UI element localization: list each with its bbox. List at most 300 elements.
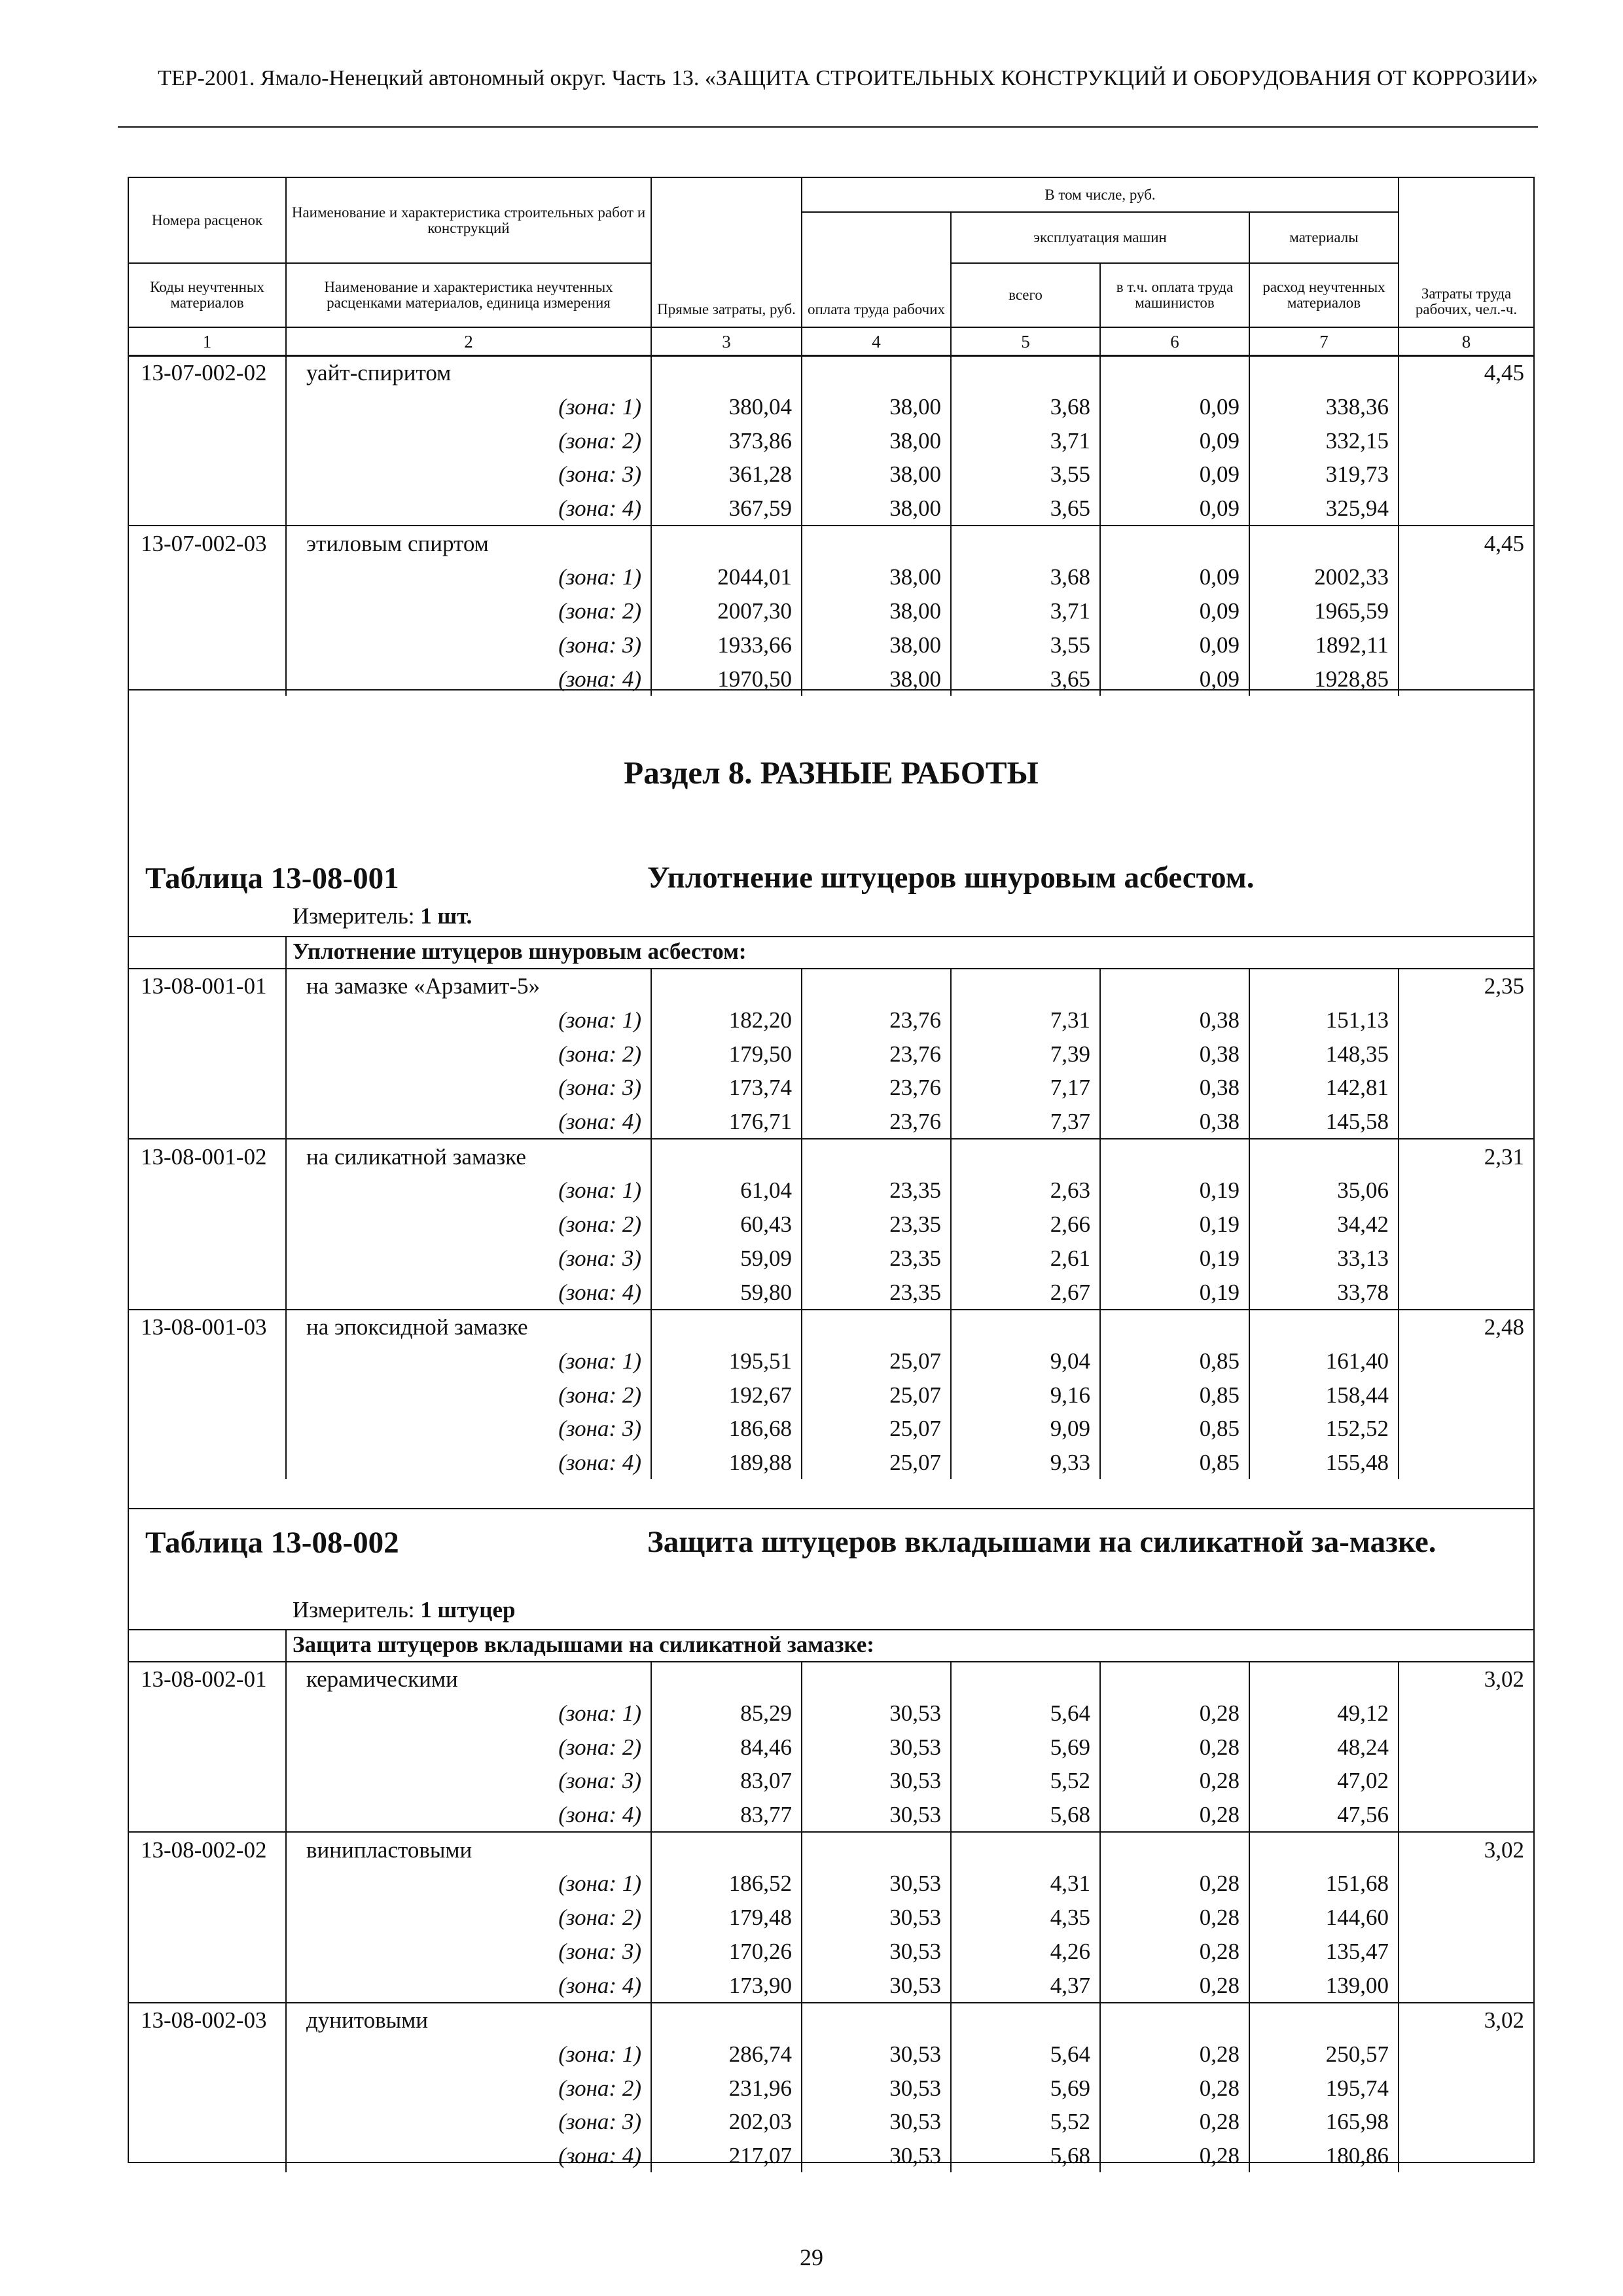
rate-name: керамическими bbox=[286, 1662, 651, 1696]
machines-total: 3,71 bbox=[951, 423, 1100, 457]
labor-cost: 2,48 bbox=[1399, 1310, 1533, 1344]
wages: 23,35 bbox=[802, 1275, 951, 1310]
zone-row bbox=[129, 390, 1533, 424]
direct-cost: 59,09 bbox=[651, 1242, 802, 1276]
zone-row bbox=[129, 594, 1533, 628]
wages: 23,76 bbox=[802, 1037, 951, 1071]
wages: 25,07 bbox=[802, 1344, 951, 1378]
zone-label: (зона: 4) bbox=[286, 662, 651, 696]
zone-row bbox=[129, 2139, 1533, 2173]
operators-wages: 0,85 bbox=[1100, 1344, 1249, 1378]
machines-total: 3,55 bbox=[951, 628, 1100, 662]
rates-rows-table-2 bbox=[129, 1661, 1533, 2172]
zone-row bbox=[129, 1696, 1533, 1731]
direct-cost: 1933,66 bbox=[651, 628, 802, 662]
machines-total: 2,61 bbox=[951, 1242, 1100, 1276]
zone-label: (зона: 2) bbox=[286, 1378, 651, 1412]
operators-wages: 0,28 bbox=[1100, 1730, 1249, 1764]
direct-cost: 179,48 bbox=[651, 1901, 802, 1935]
zone-label: (зона: 2) bbox=[286, 1208, 651, 1242]
machines-total: 5,68 bbox=[951, 1798, 1100, 1833]
materials-cost: 1892,11 bbox=[1249, 628, 1399, 662]
rate-code: 13-08-001-01 bbox=[129, 969, 286, 1003]
direct-cost: 186,52 bbox=[651, 1867, 802, 1901]
machines-total: 4,31 bbox=[951, 1867, 1100, 1901]
direct-cost: 83,07 bbox=[651, 1764, 802, 1798]
wages: 38,00 bbox=[802, 662, 951, 696]
operators-wages: 0,09 bbox=[1100, 628, 1249, 662]
labor-cost: 4,45 bbox=[1399, 526, 1533, 560]
wages: 30,53 bbox=[802, 1901, 951, 1935]
rate-row bbox=[129, 2003, 1533, 2037]
wages: 25,07 bbox=[802, 1446, 951, 1480]
operators-wages: 0,09 bbox=[1100, 594, 1249, 628]
materials-cost: 2002,33 bbox=[1249, 560, 1399, 594]
wages: 38,00 bbox=[802, 492, 951, 526]
direct-cost: 367,59 bbox=[651, 492, 802, 526]
col-machines-total-header: всего bbox=[951, 263, 1100, 327]
direct-cost: 61,04 bbox=[651, 1174, 802, 1208]
materials-cost: 48,24 bbox=[1249, 1730, 1399, 1764]
operators-wages: 0,28 bbox=[1100, 1968, 1249, 2003]
zone-row bbox=[129, 1037, 1533, 1071]
rate-code: 13-08-001-02 bbox=[129, 1139, 286, 1174]
zone-row bbox=[129, 423, 1533, 457]
machines-total: 4,35 bbox=[951, 1901, 1100, 1935]
measure-unit-value: 1 шт. bbox=[420, 903, 473, 929]
wages: 30,53 bbox=[802, 1696, 951, 1731]
machines-total: 3,65 bbox=[951, 662, 1100, 696]
machines-total: 9,04 bbox=[951, 1344, 1100, 1378]
operators-wages: 0,85 bbox=[1100, 1412, 1249, 1446]
measure-unit-value: 1 штуцер bbox=[420, 1597, 516, 1623]
rate-code: 13-08-001-03 bbox=[129, 1310, 286, 1344]
operators-wages: 0,28 bbox=[1100, 2037, 1249, 2072]
materials-cost: 47,56 bbox=[1249, 1798, 1399, 1833]
col-labor-header: Затраты труда рабочих, чел.-ч. bbox=[1399, 178, 1533, 327]
machines-total: 3,55 bbox=[951, 457, 1100, 492]
machines-total: 4,37 bbox=[951, 1968, 1100, 2003]
zone-label: (зона: 3) bbox=[286, 1935, 651, 1969]
operators-wages: 0,38 bbox=[1100, 1105, 1249, 1139]
direct-cost: 83,77 bbox=[651, 1798, 802, 1833]
wages: 30,53 bbox=[802, 1730, 951, 1764]
direct-cost: 179,50 bbox=[651, 1037, 802, 1071]
operators-wages: 0,19 bbox=[1100, 1275, 1249, 1310]
wages: 30,53 bbox=[802, 1935, 951, 1969]
direct-cost: 286,74 bbox=[651, 2037, 802, 2072]
direct-cost: 380,04 bbox=[651, 390, 802, 424]
zone-label: (зона: 4) bbox=[286, 1446, 651, 1480]
rate-name: на замазке «Арзамит-5» bbox=[286, 969, 651, 1003]
header-rule bbox=[118, 126, 1538, 128]
col-number: 3 bbox=[651, 327, 802, 356]
operators-wages: 0,28 bbox=[1100, 2139, 1249, 2173]
zone-row bbox=[129, 1901, 1533, 1935]
wages: 38,00 bbox=[802, 560, 951, 594]
zone-label: (зона: 3) bbox=[286, 2105, 651, 2139]
materials-cost: 144,60 bbox=[1249, 1901, 1399, 1935]
zone-row bbox=[129, 1764, 1533, 1798]
wages: 23,35 bbox=[802, 1208, 951, 1242]
rate-name: дунитовыми bbox=[286, 2003, 651, 2037]
col-number: 2 bbox=[286, 327, 651, 356]
labor-cost: 4,45 bbox=[1399, 355, 1533, 390]
col-material-codes-header: Коды неучтенных материалов bbox=[129, 263, 286, 327]
direct-cost: 84,46 bbox=[651, 1730, 802, 1764]
col-number: 8 bbox=[1399, 327, 1533, 356]
operators-wages: 0,28 bbox=[1100, 1764, 1249, 1798]
machines-total: 5,64 bbox=[951, 2037, 1100, 2072]
wages: 30,53 bbox=[802, 1798, 951, 1833]
zone-row bbox=[129, 1003, 1533, 1037]
direct-cost: 195,51 bbox=[651, 1344, 802, 1378]
operators-wages: 0,38 bbox=[1100, 1071, 1249, 1105]
direct-cost: 217,07 bbox=[651, 2139, 802, 2173]
materials-cost: 161,40 bbox=[1249, 1344, 1399, 1378]
materials-cost: 1928,85 bbox=[1249, 662, 1399, 696]
operators-wages: 0,28 bbox=[1100, 1901, 1249, 1935]
section-title: Раздел 8. РАЗНЫЕ РАБОТЫ bbox=[624, 755, 1039, 791]
zone-row bbox=[129, 1208, 1533, 1242]
zone-label: (зона: 1) bbox=[286, 1696, 651, 1731]
machines-total: 3,65 bbox=[951, 492, 1100, 526]
col-material-names-header: Наименование и характеристика неучтенных расценками материалов, единица измерения bbox=[286, 263, 651, 327]
machines-total: 3,68 bbox=[951, 560, 1100, 594]
zone-row bbox=[129, 1378, 1533, 1412]
operators-wages: 0,19 bbox=[1100, 1208, 1249, 1242]
direct-cost: 170,26 bbox=[651, 1935, 802, 1969]
direct-cost: 186,68 bbox=[651, 1412, 802, 1446]
machines-total: 9,09 bbox=[951, 1412, 1100, 1446]
subhead-rule bbox=[129, 1629, 1533, 1630]
materials-cost: 338,36 bbox=[1249, 390, 1399, 424]
rate-code: 13-08-002-03 bbox=[129, 2003, 286, 2037]
zone-row bbox=[129, 1968, 1533, 2003]
rate-name: этиловым спиртом bbox=[286, 526, 651, 560]
zone-row bbox=[129, 492, 1533, 526]
table-divider bbox=[129, 1508, 1533, 1509]
materials-cost: 152,52 bbox=[1249, 1412, 1399, 1446]
machines-total: 5,69 bbox=[951, 1730, 1100, 1764]
machines-total: 5,52 bbox=[951, 2105, 1100, 2139]
materials-cost: 195,74 bbox=[1249, 2071, 1399, 2105]
zone-label: (зона: 4) bbox=[286, 492, 651, 526]
zone-row bbox=[129, 1935, 1533, 1969]
direct-cost: 85,29 bbox=[651, 1696, 802, 1731]
rate-name: уайт-спиритом bbox=[286, 355, 651, 390]
col-rate-number-header: Номера расценок bbox=[129, 178, 286, 263]
zone-label: (зона: 1) bbox=[286, 1344, 651, 1378]
materials-cost: 142,81 bbox=[1249, 1071, 1399, 1105]
machines-total: 7,37 bbox=[951, 1105, 1100, 1139]
operators-wages: 0,09 bbox=[1100, 457, 1249, 492]
rate-code: 13-08-002-02 bbox=[129, 1832, 286, 1867]
machines-total: 3,71 bbox=[951, 594, 1100, 628]
page-header: ТЕР-2001. Ямало-Ненецкий автономный округ. Часть 13. «ЗАЩИТА СТРОИТЕЛЬНЫХ КОНСТРУКЦИЙ И ОБОРУДОВАНИЯ ОТ КОРРОЗИИ» bbox=[158, 66, 1538, 90]
operators-wages: 0,28 bbox=[1100, 2105, 1249, 2139]
machines-total: 5,64 bbox=[951, 1696, 1100, 1731]
wages: 38,00 bbox=[802, 423, 951, 457]
direct-cost: 1970,50 bbox=[651, 662, 802, 696]
machines-total: 5,52 bbox=[951, 1764, 1100, 1798]
materials-cost: 332,15 bbox=[1249, 423, 1399, 457]
operators-wages: 0,09 bbox=[1100, 390, 1249, 424]
direct-cost: 192,67 bbox=[651, 1378, 802, 1412]
table-subhead: Защита штуцеров вкладышами на силикатной замазке: bbox=[293, 1632, 874, 1657]
zone-row bbox=[129, 560, 1533, 594]
table-number: Таблица 13-08-002 bbox=[145, 1526, 399, 1560]
zone-row bbox=[129, 1105, 1533, 1139]
machines-total: 7,17 bbox=[951, 1071, 1100, 1105]
zone-label: (зона: 3) bbox=[286, 1071, 651, 1105]
labor-cost: 2,31 bbox=[1399, 1139, 1533, 1174]
wages: 23,76 bbox=[802, 1071, 951, 1105]
materials-cost: 151,68 bbox=[1249, 1867, 1399, 1901]
zone-row bbox=[129, 1730, 1533, 1764]
wages: 25,07 bbox=[802, 1412, 951, 1446]
rate-name: на эпоксидной замазке bbox=[286, 1310, 651, 1344]
wages: 30,53 bbox=[802, 2105, 951, 2139]
rate-row bbox=[129, 1139, 1533, 1174]
machines-total: 2,66 bbox=[951, 1208, 1100, 1242]
col-operators-header: в т.ч. оплата труда машинистов bbox=[1100, 263, 1249, 327]
col-number: 6 bbox=[1100, 327, 1249, 356]
materials-cost: 180,86 bbox=[1249, 2139, 1399, 2173]
wages: 23,35 bbox=[802, 1174, 951, 1208]
rates-rows-table-1 bbox=[129, 968, 1533, 1479]
zone-label: (зона: 1) bbox=[286, 1174, 651, 1208]
rate-row bbox=[129, 1310, 1533, 1344]
zone-label: (зона: 4) bbox=[286, 1105, 651, 1139]
zone-label: (зона: 4) bbox=[286, 1968, 651, 2003]
zone-label: (зона: 2) bbox=[286, 2071, 651, 2105]
zone-row bbox=[129, 1071, 1533, 1105]
wages: 23,76 bbox=[802, 1003, 951, 1037]
direct-cost: 202,03 bbox=[651, 2105, 802, 2139]
zone-row bbox=[129, 1798, 1533, 1833]
zone-label: (зона: 4) bbox=[286, 1798, 651, 1833]
operators-wages: 0,38 bbox=[1100, 1003, 1249, 1037]
wages: 30,53 bbox=[802, 1867, 951, 1901]
operators-wages: 0,09 bbox=[1100, 423, 1249, 457]
zone-row bbox=[129, 457, 1533, 492]
operators-wages: 0,19 bbox=[1100, 1174, 1249, 1208]
zone-label: (зона: 3) bbox=[286, 628, 651, 662]
zone-label: (зона: 2) bbox=[286, 1037, 651, 1071]
labor-cost: 3,02 bbox=[1399, 1832, 1533, 1867]
zone-label: (зона: 1) bbox=[286, 560, 651, 594]
direct-cost: 173,90 bbox=[651, 1968, 802, 2003]
operators-wages: 0,09 bbox=[1100, 492, 1249, 526]
labor-cost: 3,02 bbox=[1399, 2003, 1533, 2037]
wages: 38,00 bbox=[802, 628, 951, 662]
zone-row bbox=[129, 1242, 1533, 1276]
direct-cost: 189,88 bbox=[651, 1446, 802, 1480]
col-direct-costs-header: Прямые затраты, руб. bbox=[651, 178, 802, 327]
wages: 23,76 bbox=[802, 1105, 951, 1139]
zone-label: (зона: 1) bbox=[286, 1003, 651, 1037]
materials-cost: 49,12 bbox=[1249, 1696, 1399, 1731]
measure-unit bbox=[293, 903, 472, 929]
direct-cost: 2007,30 bbox=[651, 594, 802, 628]
rate-row bbox=[129, 1662, 1533, 1696]
materials-cost: 165,98 bbox=[1249, 2105, 1399, 2139]
materials-cost: 135,47 bbox=[1249, 1935, 1399, 1969]
wages: 38,00 bbox=[802, 457, 951, 492]
materials-cost: 1965,59 bbox=[1249, 594, 1399, 628]
col-machines-header: эксплуатация машин bbox=[951, 212, 1249, 263]
materials-cost: 155,48 bbox=[1249, 1446, 1399, 1480]
rate-row bbox=[129, 526, 1533, 560]
col-materials-group-header: материалы bbox=[1249, 212, 1399, 263]
subhead-rule bbox=[129, 936, 1533, 937]
machines-total: 2,63 bbox=[951, 1174, 1100, 1208]
rate-name: винипластовыми bbox=[286, 1832, 651, 1867]
materials-cost: 33,78 bbox=[1249, 1275, 1399, 1310]
zone-label: (зона: 4) bbox=[286, 1275, 651, 1310]
wages: 30,53 bbox=[802, 2071, 951, 2105]
table-name: Защита штуцеров вкладышами на силикатной за-мазке. bbox=[647, 1525, 1436, 1559]
direct-cost: 60,43 bbox=[651, 1208, 802, 1242]
operators-wages: 0,28 bbox=[1100, 1867, 1249, 1901]
machines-total: 9,16 bbox=[951, 1378, 1100, 1412]
col-materials-header: расход неучтенных материалов bbox=[1249, 263, 1399, 327]
col-work-name-header: Наименование и характеристика строительных работ и конструкций bbox=[286, 178, 651, 263]
machines-total: 9,33 bbox=[951, 1446, 1100, 1480]
rate-name: на силикатной замазке bbox=[286, 1139, 651, 1174]
materials-cost: 325,94 bbox=[1249, 492, 1399, 526]
materials-cost: 35,06 bbox=[1249, 1174, 1399, 1208]
operators-wages: 0,85 bbox=[1100, 1446, 1249, 1480]
machines-total: 7,39 bbox=[951, 1037, 1100, 1071]
section-divider bbox=[129, 689, 1533, 691]
wages: 38,00 bbox=[802, 594, 951, 628]
wages: 25,07 bbox=[802, 1378, 951, 1412]
rates-rows-top bbox=[129, 355, 1533, 696]
operators-wages: 0,09 bbox=[1100, 560, 1249, 594]
zone-row bbox=[129, 1412, 1533, 1446]
operators-wages: 0,28 bbox=[1100, 1696, 1249, 1731]
table-subhead: Уплотнение штуцеров шнуровым асбестом: bbox=[293, 939, 747, 964]
wages: 38,00 bbox=[802, 390, 951, 424]
col-wages-header: оплата труда рабочих bbox=[802, 212, 951, 327]
zone-label: (зона: 1) bbox=[286, 2037, 651, 2072]
column-header bbox=[129, 178, 1533, 357]
zone-row bbox=[129, 1275, 1533, 1310]
zone-label: (зона: 2) bbox=[286, 423, 651, 457]
materials-cost: 151,13 bbox=[1249, 1003, 1399, 1037]
operators-wages: 0,28 bbox=[1100, 1798, 1249, 1833]
zone-label: (зона: 2) bbox=[286, 1901, 651, 1935]
col-number: 7 bbox=[1249, 327, 1399, 356]
zone-label: (зона: 3) bbox=[286, 1412, 651, 1446]
materials-cost: 319,73 bbox=[1249, 457, 1399, 492]
direct-cost: 59,80 bbox=[651, 1275, 802, 1310]
wages: 23,35 bbox=[802, 1242, 951, 1276]
zone-label: (зона: 3) bbox=[286, 1764, 651, 1798]
direct-cost: 176,71 bbox=[651, 1105, 802, 1139]
zone-label: (зона: 2) bbox=[286, 1730, 651, 1764]
measure-unit-label: Измеритель: bbox=[293, 1597, 421, 1623]
direct-cost: 173,74 bbox=[651, 1071, 802, 1105]
zone-row bbox=[129, 662, 1533, 696]
rate-code: 13-08-002-01 bbox=[129, 1662, 286, 1696]
zone-label: (зона: 4) bbox=[286, 2139, 651, 2173]
direct-cost: 2044,01 bbox=[651, 560, 802, 594]
zone-label: (зона: 1) bbox=[286, 390, 651, 424]
direct-cost: 231,96 bbox=[651, 2071, 802, 2105]
materials-cost: 145,58 bbox=[1249, 1105, 1399, 1139]
zone-row bbox=[129, 2037, 1533, 2072]
operators-wages: 0,38 bbox=[1100, 1037, 1249, 1071]
machines-total: 3,68 bbox=[951, 390, 1100, 424]
rates-table-frame bbox=[128, 177, 1535, 2168]
col-number: 1 bbox=[129, 327, 286, 356]
zone-row bbox=[129, 1446, 1533, 1480]
machines-total: 5,69 bbox=[951, 2071, 1100, 2105]
zone-row bbox=[129, 628, 1533, 662]
machines-total: 4,26 bbox=[951, 1935, 1100, 1969]
rate-code: 13-07-002-02 bbox=[129, 355, 286, 390]
materials-cost: 148,35 bbox=[1249, 1037, 1399, 1071]
zone-label: (зона: 3) bbox=[286, 457, 651, 492]
machines-total: 7,31 bbox=[951, 1003, 1100, 1037]
direct-cost: 182,20 bbox=[651, 1003, 802, 1037]
measure-unit-label: Измеритель: bbox=[293, 903, 421, 929]
subhead-divider bbox=[285, 1629, 287, 1662]
operators-wages: 0,85 bbox=[1100, 1378, 1249, 1412]
materials-cost: 34,42 bbox=[1249, 1208, 1399, 1242]
machines-total: 2,67 bbox=[951, 1275, 1100, 1310]
direct-cost: 373,86 bbox=[651, 423, 802, 457]
zone-row bbox=[129, 2071, 1533, 2105]
rate-row bbox=[129, 355, 1533, 390]
wages: 30,53 bbox=[802, 1968, 951, 2003]
measure-unit bbox=[293, 1597, 515, 1623]
zone-label: (зона: 2) bbox=[286, 594, 651, 628]
zone-row bbox=[129, 1867, 1533, 1901]
zone-row bbox=[129, 2105, 1533, 2139]
materials-cost: 250,57 bbox=[1249, 2037, 1399, 2072]
wages: 30,53 bbox=[802, 2139, 951, 2173]
subhead-divider bbox=[285, 936, 287, 969]
materials-cost: 139,00 bbox=[1249, 1968, 1399, 2003]
operators-wages: 0,09 bbox=[1100, 662, 1249, 696]
operators-wages: 0,19 bbox=[1100, 1242, 1249, 1276]
table-number: Таблица 13-08-001 bbox=[145, 861, 399, 895]
col-number: 5 bbox=[951, 327, 1100, 356]
col-number: 4 bbox=[802, 327, 951, 356]
wages: 30,53 bbox=[802, 1764, 951, 1798]
zone-label: (зона: 1) bbox=[286, 1867, 651, 1901]
col-including-header: В том числе, руб. bbox=[802, 178, 1399, 212]
operators-wages: 0,28 bbox=[1100, 1935, 1249, 1969]
table-name: Уплотнение штуцеров шнуровым асбестом. bbox=[647, 861, 1255, 895]
rate-row bbox=[129, 969, 1533, 1003]
labor-cost: 2,35 bbox=[1399, 969, 1533, 1003]
materials-cost: 158,44 bbox=[1249, 1378, 1399, 1412]
zone-row bbox=[129, 1344, 1533, 1378]
zone-label: (зона: 3) bbox=[286, 1242, 651, 1276]
materials-cost: 33,13 bbox=[1249, 1242, 1399, 1276]
rate-row bbox=[129, 1832, 1533, 1867]
rate-code: 13-07-002-03 bbox=[129, 526, 286, 560]
machines-total: 5,68 bbox=[951, 2139, 1100, 2173]
operators-wages: 0,28 bbox=[1100, 2071, 1249, 2105]
page-number: 29 bbox=[800, 2244, 823, 2270]
labor-cost: 3,02 bbox=[1399, 1662, 1533, 1696]
